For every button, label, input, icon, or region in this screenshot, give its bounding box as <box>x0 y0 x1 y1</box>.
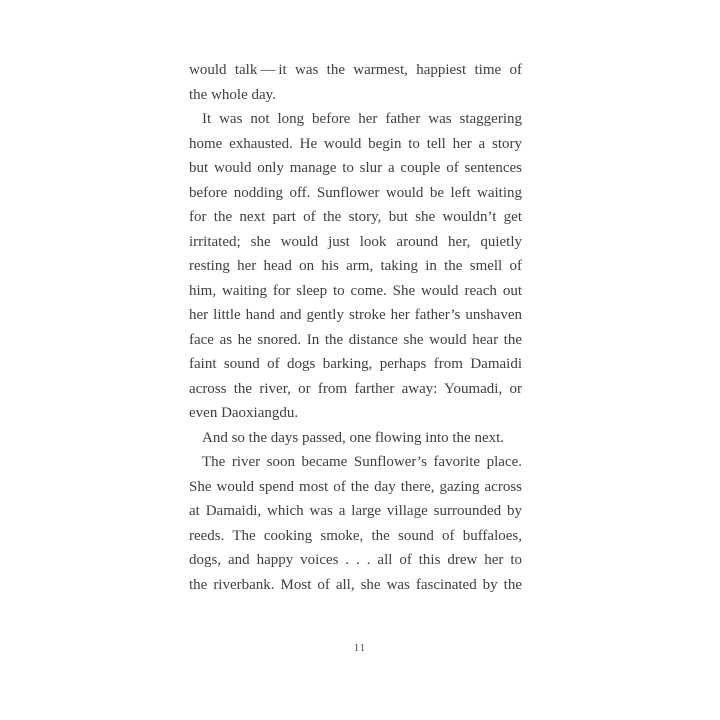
text-line: at Damaidi, which was a large village surrounded by <box>189 503 522 519</box>
paragraph <box>189 107 522 426</box>
text-line: resting her head on his arm, taking in the smell of <box>189 258 522 274</box>
paragraph <box>189 58 522 107</box>
text-line: her little hand and gently stroke her father’s unshaven <box>189 307 522 323</box>
paragraph <box>189 426 522 451</box>
text-line: face as he snored. In the distance she would hear the <box>189 331 522 348</box>
page-number: 11 <box>353 642 367 654</box>
text-line: The river soon became Sunflower’s favorite place. <box>202 454 522 470</box>
text-line: It was not long before her father was staggering <box>202 111 522 127</box>
text-line: would talk — it was the warmest, happiest time of <box>189 62 522 78</box>
text-line: the riverbank. Most of all, she was fascinated by the <box>189 576 522 593</box>
text-line: but would only manage to slur a couple of sentences <box>189 160 522 176</box>
text-line: the whole day. <box>189 86 276 103</box>
text-line: dogs, and happy voices . . . all of this drew her to <box>189 552 522 568</box>
page-text-block <box>189 58 522 597</box>
text-line: across the river, or from farther away: Youmadi, or <box>189 380 522 397</box>
text-line: even Daoxiangdu. <box>189 405 299 421</box>
text-line: for the next part of the story, but she wouldn’t get <box>189 209 522 225</box>
text-line: reeds. The cooking smoke, the sound of buffaloes, <box>189 527 522 544</box>
text-line: before nodding off. Sunflower would be left waiting <box>189 184 522 201</box>
text-line: She would spend most of the day there, gazing across <box>189 478 522 495</box>
paragraph <box>189 450 522 597</box>
text-line: irritated; she would just look around her, quietly <box>189 233 522 250</box>
text-line: him, waiting for sleep to come. She would reach out <box>189 282 522 299</box>
text-line: home exhausted. He would begin to tell her a story <box>189 135 522 152</box>
text-line: And so the days passed, one flowing into the next. <box>202 429 505 446</box>
text-line: faint sound of dogs barking, perhaps from Damaidi <box>189 356 522 372</box>
